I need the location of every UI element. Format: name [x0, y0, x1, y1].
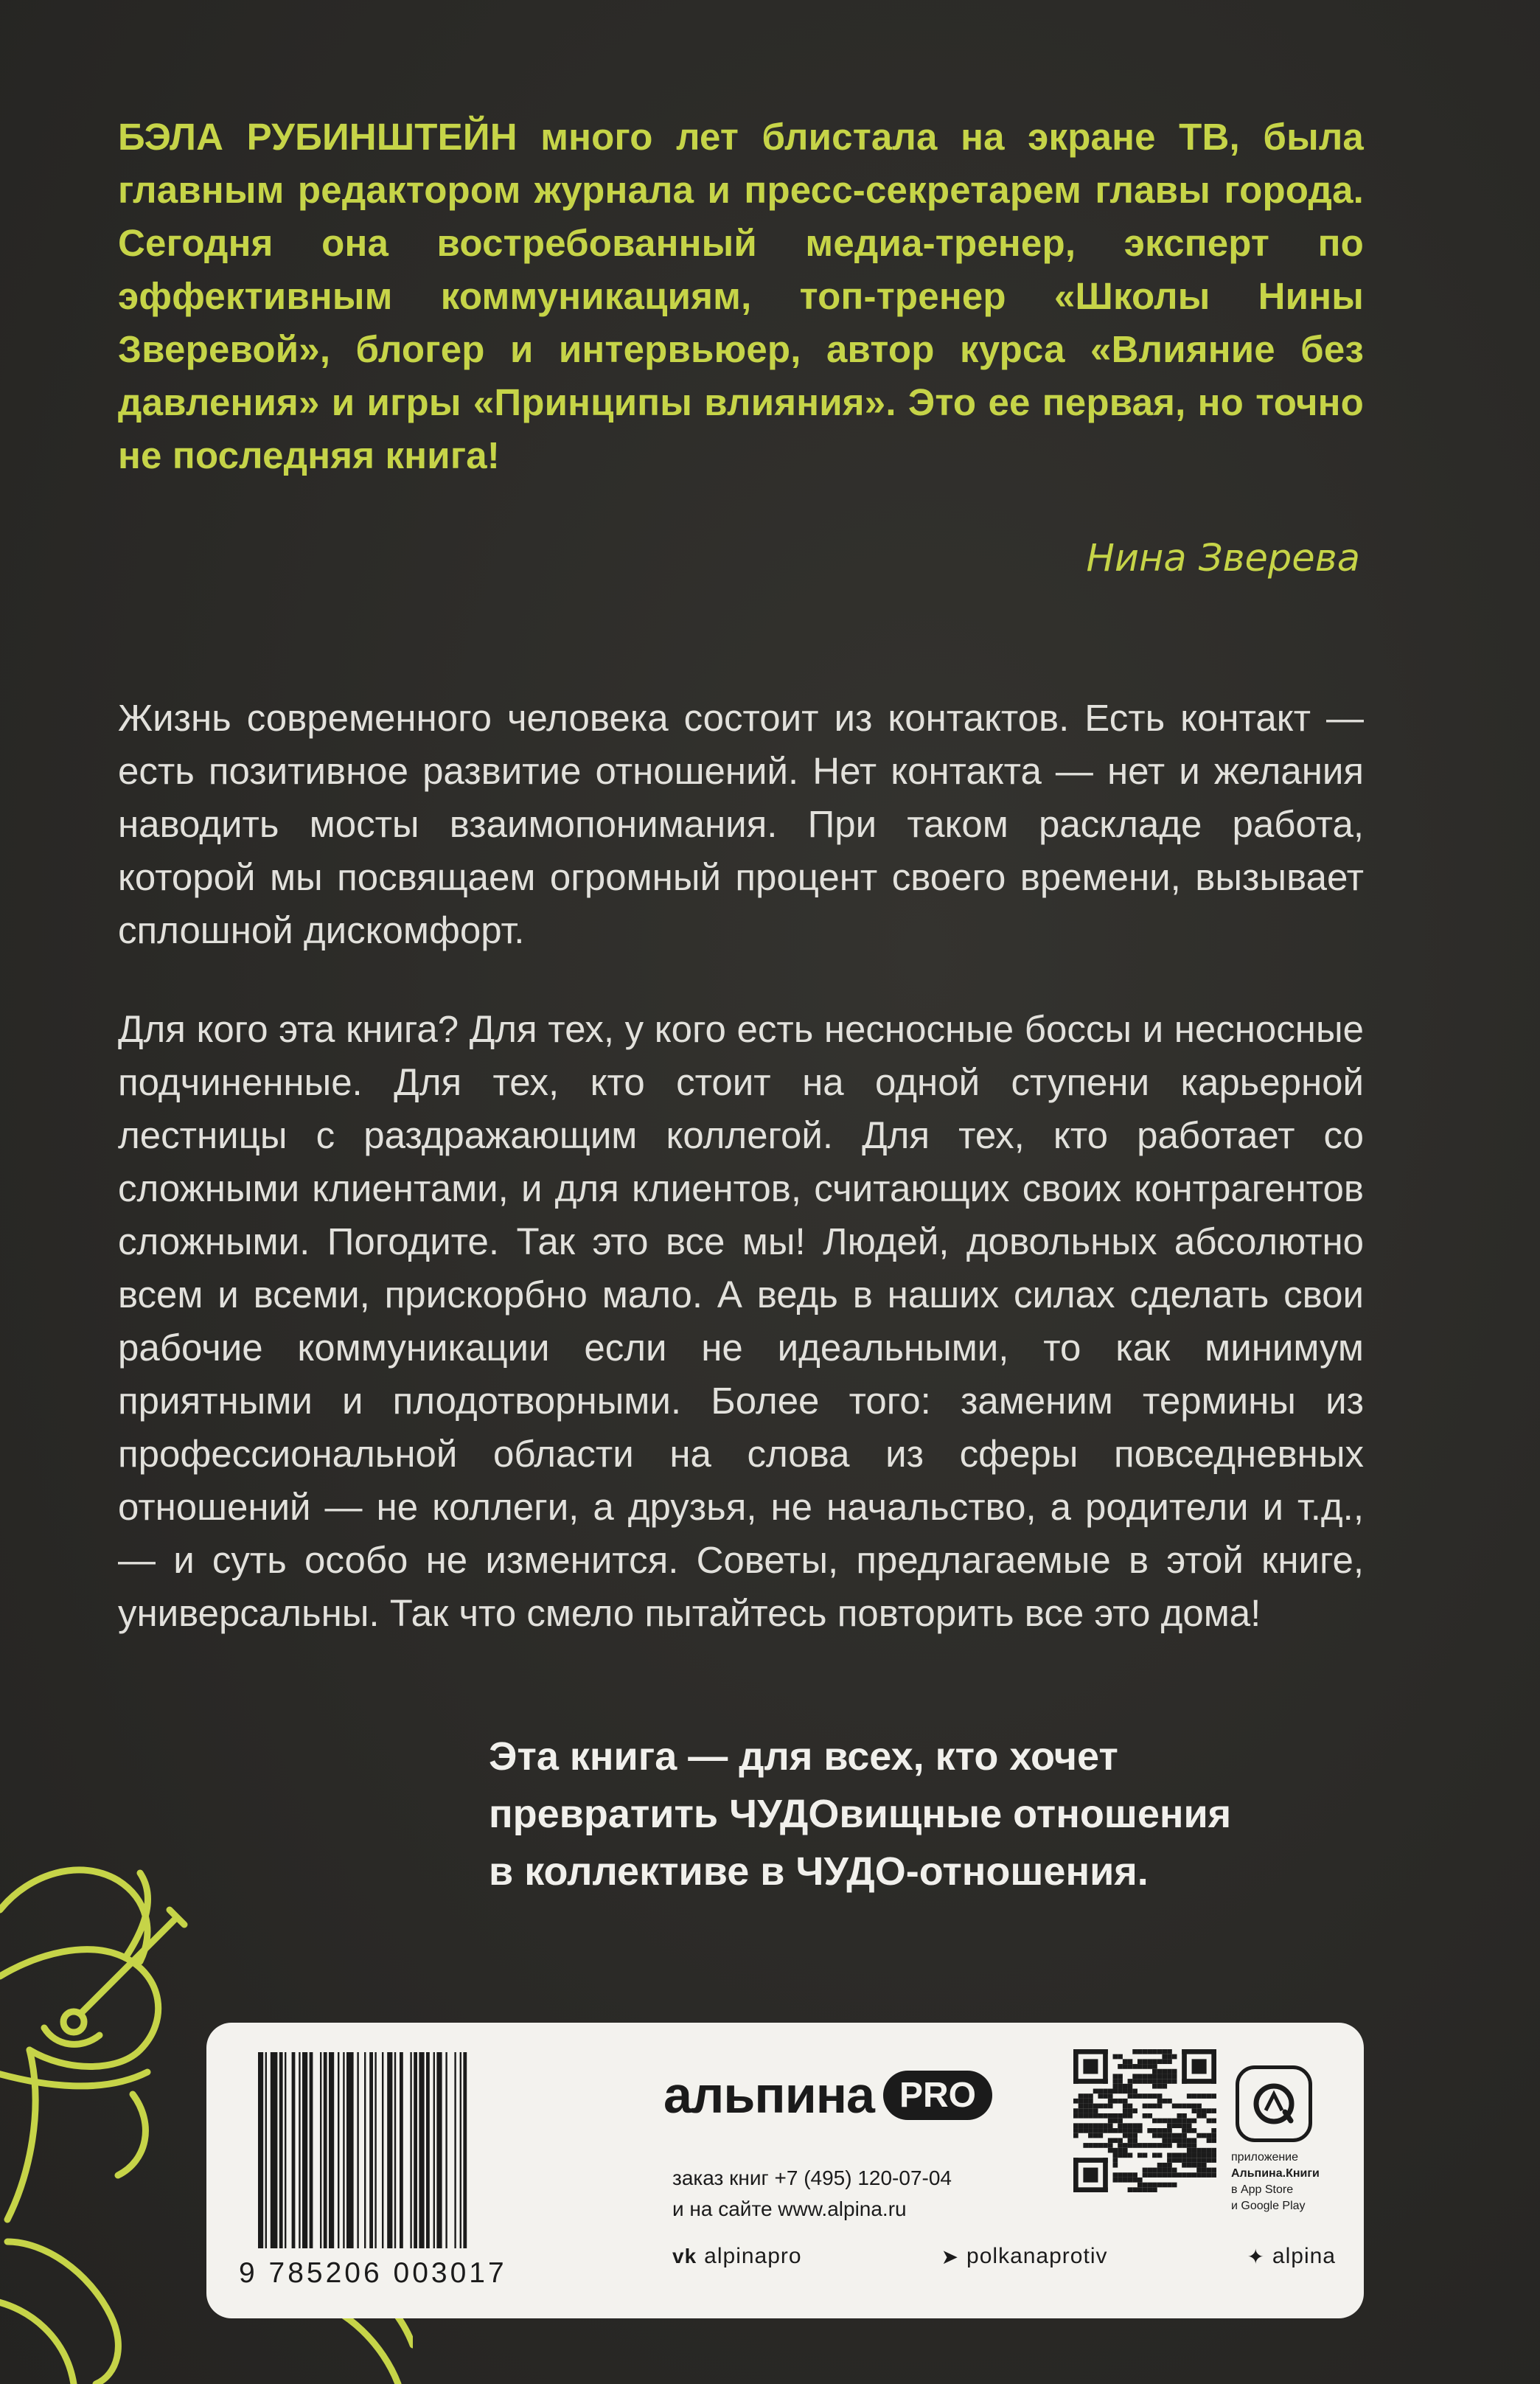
author-bio: [118, 111, 1364, 482]
app-promo: [1231, 2150, 1320, 2214]
social-vk[interactable]: [672, 2244, 802, 2269]
app-promo-line-1: приложение: [1231, 2151, 1299, 2164]
tagline: [489, 1728, 1373, 1900]
isbn-number: 9 785206 003017: [239, 2257, 507, 2289]
alpina-app-icon: [1236, 2065, 1312, 2142]
tagline-line-2: превратить ЧУДОвищные отношения: [489, 1792, 1232, 1836]
publisher-name: альпина: [663, 2066, 874, 2124]
social-telegram-label: polkanaprotiv: [966, 2244, 1108, 2268]
social-dzen-label: alpina: [1272, 2244, 1336, 2268]
app-promo-line-3: в App Store: [1231, 2183, 1294, 2196]
author-name: БЭЛА РУБИНШТЕЙН: [118, 116, 518, 158]
social-links: [672, 2244, 1336, 2269]
qr-code: [1073, 2049, 1216, 2192]
description-paragraph-1: Жизнь современного человека состоит из контактов. Есть контакт — есть позитивное развитие отношений. Нет контакта — нет и желания наводить мосты взаимопонимания. При таком раскладе работа, которой мы посвящаем огромный процент своего времени, вызывает сплошной дискомфорт.: [118, 697, 1364, 951]
order-phone: заказ книг +7 (495) 120-07-04: [672, 2166, 952, 2189]
vk-icon: vk: [672, 2245, 697, 2267]
tagline-line-3: в коллективе в ЧУДО-отношения.: [489, 1849, 1149, 1894]
social-telegram[interactable]: [941, 2244, 1108, 2269]
isbn-barcode: [258, 2052, 641, 2248]
publisher-badge: PRO: [883, 2071, 992, 2120]
order-site: и на сайте www.alpina.ru: [672, 2197, 907, 2220]
social-vk-label: alpinapro: [704, 2244, 802, 2268]
quote-signature: Нина Зверева: [1086, 537, 1360, 580]
publisher-panel: [206, 2023, 1364, 2318]
social-dzen[interactable]: [1247, 2244, 1336, 2269]
description-paragraph-2: Для кого эта книга? Для тех, у кого есть несносные боссы и несносные подчиненные. Для тех, кто стоит на одной ступени карьерной лестницы с раздражающим коллегой. Для тех, кто работает со сложными клиентами, и для клиентов, считающих своих контрагентов сложными. Погодите. Так это все мы! Людей, довольных абсолютно всем и всеми, прискорбно мало. А ведь в наших силах сделать свои рабочие коммуникации если не идеальными, то как минимум приятными и плодотворными. Более того: заменим термины из профессиональной области на слова из сферы повседневных отношений — не коллеги, а друзья, не начальство, а родители и т.д., — и суть особо не изменится. Советы, предлагаемые в этой книге, универсальны. Так что смело пытайтесь повторить все это дома!: [118, 1008, 1364, 1634]
author-bio-text: много лет блистала на экране ТВ, была главным редактором журнала и пресс-секретарем главы города. Сегодня она востребованный медиа-тренер, эксперт по эффективным коммуникациям, топ-тренер «Школы Нины Зверевой», блогер и интервьюер, автор курса «Влияние без давления» и игры «Принципы влияния». Это ее первая, но точно не последняя книга!: [118, 116, 1364, 476]
app-promo-line-4: и Google Play: [1231, 2200, 1306, 2212]
tagline-line-1: Эта книга — для всех, кто хочет: [489, 1734, 1118, 1779]
dzen-icon: ✦: [1247, 2245, 1265, 2268]
app-promo-line-2: Альпина.Книги: [1231, 2167, 1320, 2180]
telegram-icon: ➤: [941, 2245, 960, 2268]
order-info: [672, 2163, 952, 2225]
publisher-logo: [663, 2065, 992, 2124]
